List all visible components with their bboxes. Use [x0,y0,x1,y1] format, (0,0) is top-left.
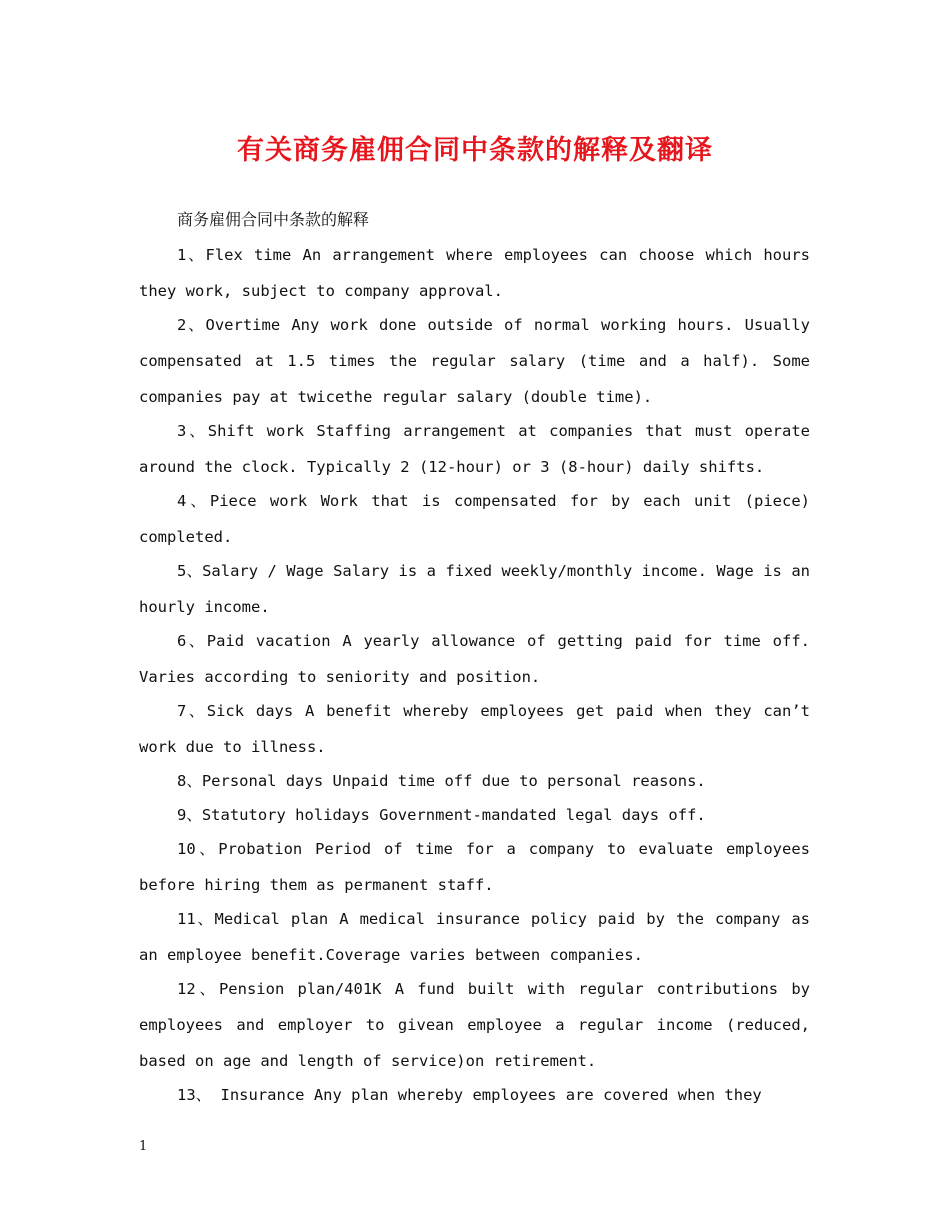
term-paid-vacation: 6、Paid vacation A yearly allowance of getting paid for time off. Varies according to seniority and position. [139,632,810,686]
term-flex-time: 1、Flex time An arrangement where employees can choose which hours they work, subject to company approval. [139,246,810,300]
section-heading: 商务雇佣合同中条款的解释 [177,210,370,229]
term-salary-wage: 5、Salary / Wage Salary is a fixed weekly/monthly income. Wage is an hourly income. [139,562,810,616]
term-probation: 10、Probation Period of time for a company to evaluate employees before hiring them as permanent staff. [139,840,810,894]
page-number: 1 [139,1139,148,1154]
term-overtime: 2、Overtime Any work done outside of normal working hours. Usually compensated at 1.5 times the regular salary (time and a half). Some companies pay at twicethe regular salary (double time). [139,316,810,406]
term-piece-work: 4、Piece work Work that is compensated for by each unit (piece) completed. [139,492,810,546]
term-personal-days: 8、Personal days Unpaid time off due to personal reasons. [177,772,706,790]
document-body [139,202,810,1113]
term-statutory-holidays: 9、Statutory holidays Government-mandated legal days off. [177,806,706,824]
term-medical-plan: 11、Medical plan A medical insurance policy paid by the company as an employee benefit.Coverage varies between companies. [139,910,810,964]
term-shift-work: 3、Shift work Staffing arrangement at companies that must operate around the clock. Typically 2 (12-hour) or 3 (8-hour) daily shifts. [139,422,810,476]
term-sick-days: 7、Sick days A benefit whereby employees get paid when they can’t work due to illness. [139,702,810,756]
term-pension-plan: 12、Pension plan/401K A fund built with regular contributions by employees and employer to givean employee a regular income (reduced, based on age and length of service)on retirement. [139,980,810,1070]
document-title: 有关商务雇佣合同中条款的解释及翻译 [237,135,713,166]
term-insurance: 13、 Insurance Any plan whereby employees are covered when they [177,1086,762,1104]
